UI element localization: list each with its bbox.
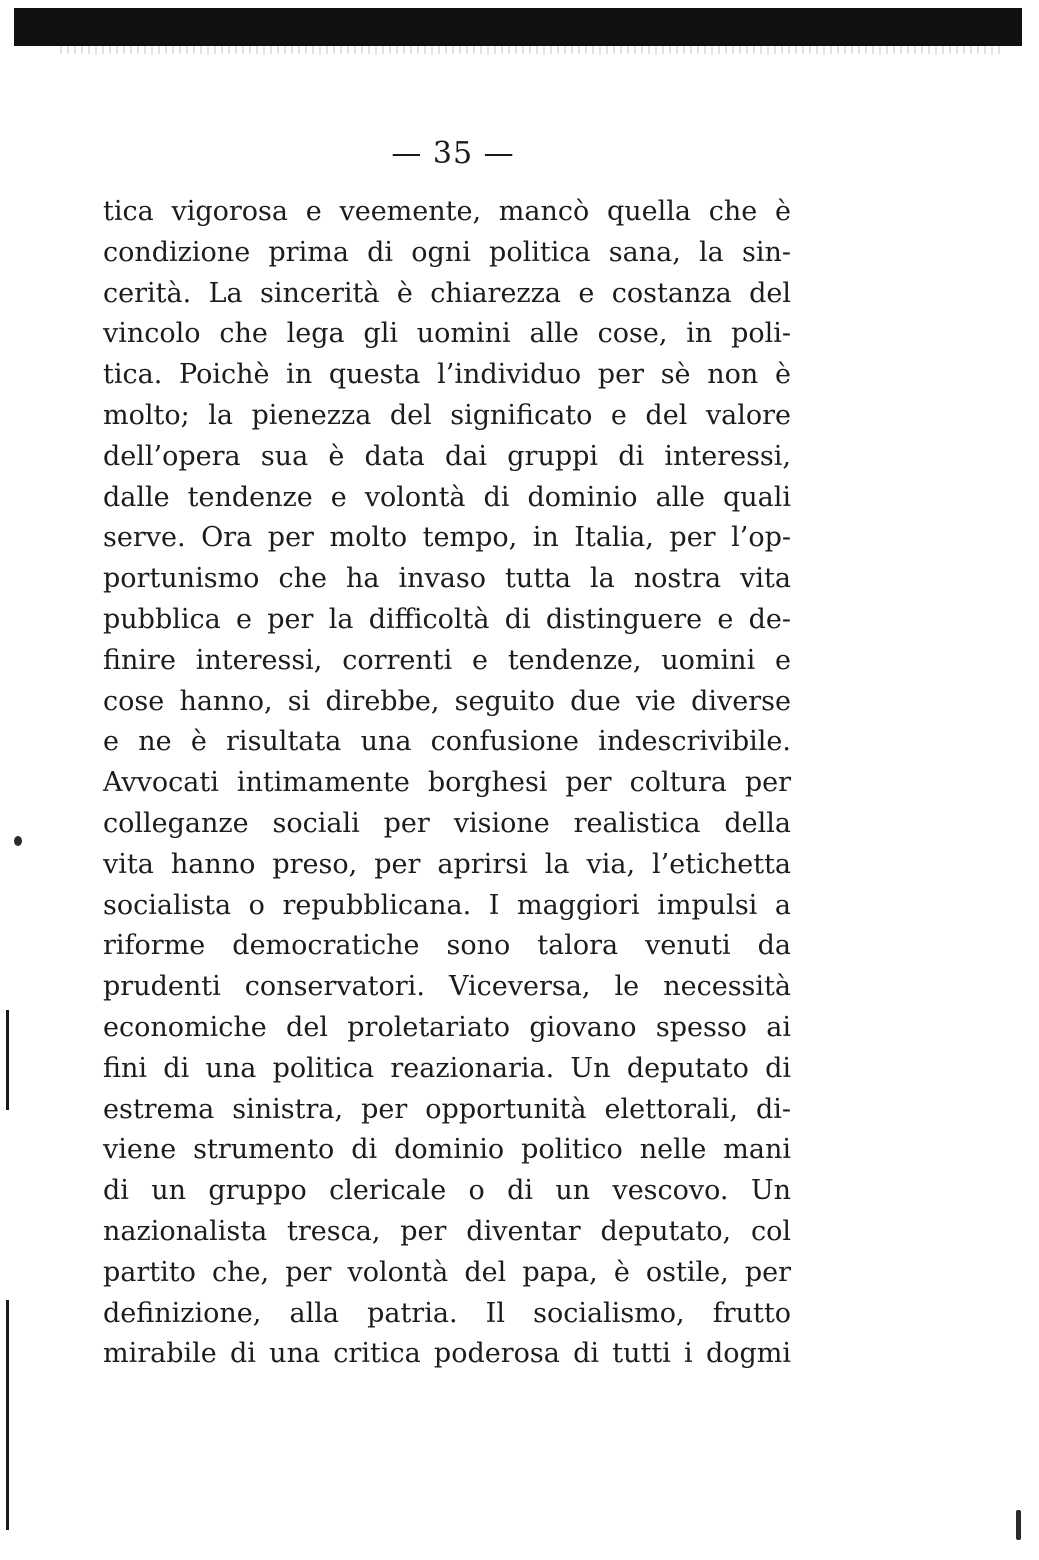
scan-speck — [1016, 1510, 1021, 1540]
text-line: fini di una politica reazionaria. Un deputato di — [103, 1052, 791, 1084]
text-line: economiche del proletariato giovano spesso ai — [103, 1011, 791, 1043]
text-line: finire interessi, correnti e tendenze, uomini e — [103, 644, 791, 676]
text-line: e ne è risultata una confusione indescrivibile. — [103, 726, 791, 758]
body-text — [103, 192, 791, 1375]
page-number: — 35 — — [391, 136, 515, 171]
text-line: tica vigorosa e veemente, mancò quella che è — [103, 196, 791, 227]
text-line: cerità. La sincerità è chiarezza e costanza del — [103, 277, 791, 309]
text-line: cose hanno, si direbbe, seguito due vie diverse — [103, 685, 791, 717]
text-line: pubblica e per la difficoltà di distinguere e de- — [103, 603, 791, 635]
text-line: mirabile di una critica poderosa di tutti i dogmi — [103, 1338, 791, 1370]
text-line: prudenti conservatori. Viceversa, le necessità — [103, 971, 791, 1003]
text-line: viene strumento di dominio politico nelle mani — [103, 1134, 791, 1166]
text-line: partito che, per volontà del papa, è ostile, per — [103, 1256, 791, 1288]
text-line: riforme democratiche sono talora venuti da — [103, 930, 791, 962]
text-line: molto; la pienezza del significato e del valore — [103, 399, 791, 431]
scan-edge-mark — [6, 1300, 9, 1530]
text-line: dalle tendenze e volontà di dominio alle quali — [103, 481, 791, 513]
text-line: socialista o repubblicana. I maggiori impulsi a — [103, 889, 791, 921]
text-line: tica. Poichè in questa l’individuo per sè non è — [103, 359, 791, 391]
scan-border-top — [14, 8, 1022, 46]
text-line: portunismo che ha invaso tutta la nostra vita — [103, 563, 791, 595]
text-line: Avvocati intimamente borghesi per coltura per — [103, 767, 791, 799]
text-line: definizione, alla patria. Il socialismo, frutto — [103, 1297, 791, 1329]
text-line: condizione prima di ogni politica sana, la sin- — [103, 236, 791, 268]
text-line: vita hanno preso, per aprirsi la via, l’etichetta — [103, 848, 791, 880]
text-line: di un gruppo clericale o di un vescovo. Un — [103, 1175, 791, 1207]
text-line: vincolo che lega gli uomini alle cose, in poli- — [103, 318, 791, 350]
scan-speck — [14, 836, 22, 846]
scan-noise — [60, 46, 1000, 54]
text-line: colleganze sociali per visione realistica della — [103, 807, 791, 839]
scan-edge-mark — [6, 1010, 9, 1110]
text-line: estrema sinistra, per opportunità elettorali, di- — [103, 1093, 791, 1125]
text-line: nazionalista tresca, per diventar deputato, col — [103, 1215, 791, 1247]
text-line: dell’opera sua è data dai gruppi di interessi, — [103, 440, 791, 472]
text-line: serve. Ora per molto tempo, in Italia, per l’op- — [103, 522, 791, 554]
